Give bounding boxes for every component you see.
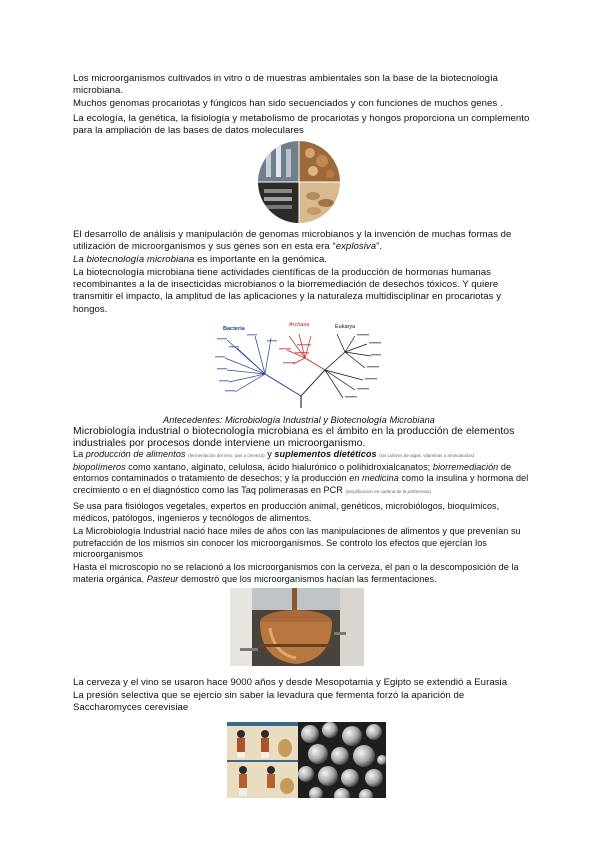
text-fragment: y [264, 449, 275, 459]
emphasis-medicina: en medicina [349, 473, 399, 484]
emphasis-pasteur: Pasteur [146, 573, 179, 584]
text-fragment: como xantano, alginato, celulosa, ácido hialurónico o polihidroxialcanatos; [125, 461, 433, 472]
text-fragment: de entornos contaminados o tratamiento de desechos; y la producción [73, 461, 512, 484]
biotech-collage-image [258, 141, 340, 223]
text-fragment: como la insulina y hormona del crecimiento o en el diagnóstico como las Taq polimerasas en PCR [73, 473, 529, 495]
emphasis-suplementos: suplementos dietéticos [274, 449, 377, 459]
label-eukarya: Eukarya [335, 324, 356, 330]
label-archaea: Archaea [289, 322, 310, 328]
industrial-paragraph-3: Se usa para fisiólogos vegetales, expertos en producción animal, genéticos, microbiólogos, bioquímicos, médicos, patólogos, ingenieros y tecnólogos de alimentos. [73, 501, 500, 523]
label-bacteria: Bacteria [223, 326, 245, 332]
note-small: (fermentación del vino, pan o cerveza) [188, 453, 265, 458]
emphasis-biorremediacion: biorremediación [432, 461, 499, 472]
industrial-paragraph-4: La Microbiología Industrial nació hace miles de años con las manipulaciones de alimentos y que prevenían su putrefacción de los mismos sin conocer los microorganismos. Se controlo los efectos que ejercían los microorganismos [73, 526, 521, 560]
phylogenetic-tree-diagram [215, 318, 383, 410]
text-fragment: demostró que los microorganismos hacían las fermentaciones. [178, 573, 437, 584]
egyptian-brewing-painting [227, 722, 298, 798]
emphasis-produccion-alimentos: producción de alimentos [85, 449, 186, 459]
note-small: (los cultivos de algas, vitaminas o aminoácidos) [379, 453, 475, 458]
history-paragraph-1: La cerveza y el vino se usaron hace 9000 años y desde Mesopotamia y Egipto se extendió a Eurasia [73, 677, 508, 688]
industrial-paragraph-2 [73, 449, 529, 497]
emphasis-biopolimeros: biopolímeros [73, 461, 126, 472]
genomics-paragraph-1 [73, 229, 533, 253]
brewing-kettle-photo [230, 588, 364, 666]
intro-paragraph-2: Muchos genomas procariotas y fúngicos han sido secuenciados y con funciones de muchos genes . [73, 98, 503, 109]
text-fragment: ”. [376, 241, 383, 253]
industrial-paragraph-5 [73, 562, 523, 585]
genomics-paragraph-2 [73, 254, 533, 266]
emphasis-biotecnologia: La biotecnología microbiana [73, 254, 195, 265]
note-small: (amplificación en cadena de la polimerasa) [345, 488, 431, 494]
text-fragment: es importante en la genómica. [194, 254, 328, 265]
intro-paragraph-1: Los microorganismos cultivados in vitro o de muestras ambientales son la base de la biotecnología microbiana. [73, 73, 499, 97]
text-fragment: El desarrollo de análisis y manipulación de genomas microbianos y la invención de muchas formas de utilización de microorganismos y sus genes son en esta era “ [73, 229, 512, 253]
history-paragraph-2: La presión selectiva que se ejercio sin saber la levadura que fermenta forzó la aparición de Saccharomyces cerevisiae [73, 690, 465, 714]
intro-paragraph-3: La ecología, la genética, la fisiología y metabolismo de procariotas y hongos proporciona un complemento para la ampliación de las bases de datos moleculares [73, 113, 530, 137]
caption-text: Antecedentes: Microbiología Industrial y Biotecnología Microbiana [163, 415, 435, 425]
section-caption [73, 414, 525, 426]
genomics-paragraph-3: La biotecnología microbiana tiene actividades científicas de la producción de hormonas humanas recombinantes a la de insecticidas microbianos o la biorremediación de desechos tóxicos. Y quiere transmitir el impacto, la amplitud de las aplicaciones y la naturaleza multidisciplinar en procariotas y hongos. [73, 267, 502, 315]
text-fragment: La [73, 449, 86, 459]
yeast-micrograph [298, 722, 386, 798]
emphasis-explosiva: explosiva [335, 241, 377, 253]
text-fragment: Hasta el microscopio no se relacionó a los microorganismos con la cerveza, el pan o la descomposición de la materia orgánica. [73, 562, 519, 584]
industrial-paragraph-1: Microbiología industrial o biotecnología microbiana es el ámbito en la producción de elementos industriales por procesos donde interviene un microorganismo. [73, 426, 515, 449]
